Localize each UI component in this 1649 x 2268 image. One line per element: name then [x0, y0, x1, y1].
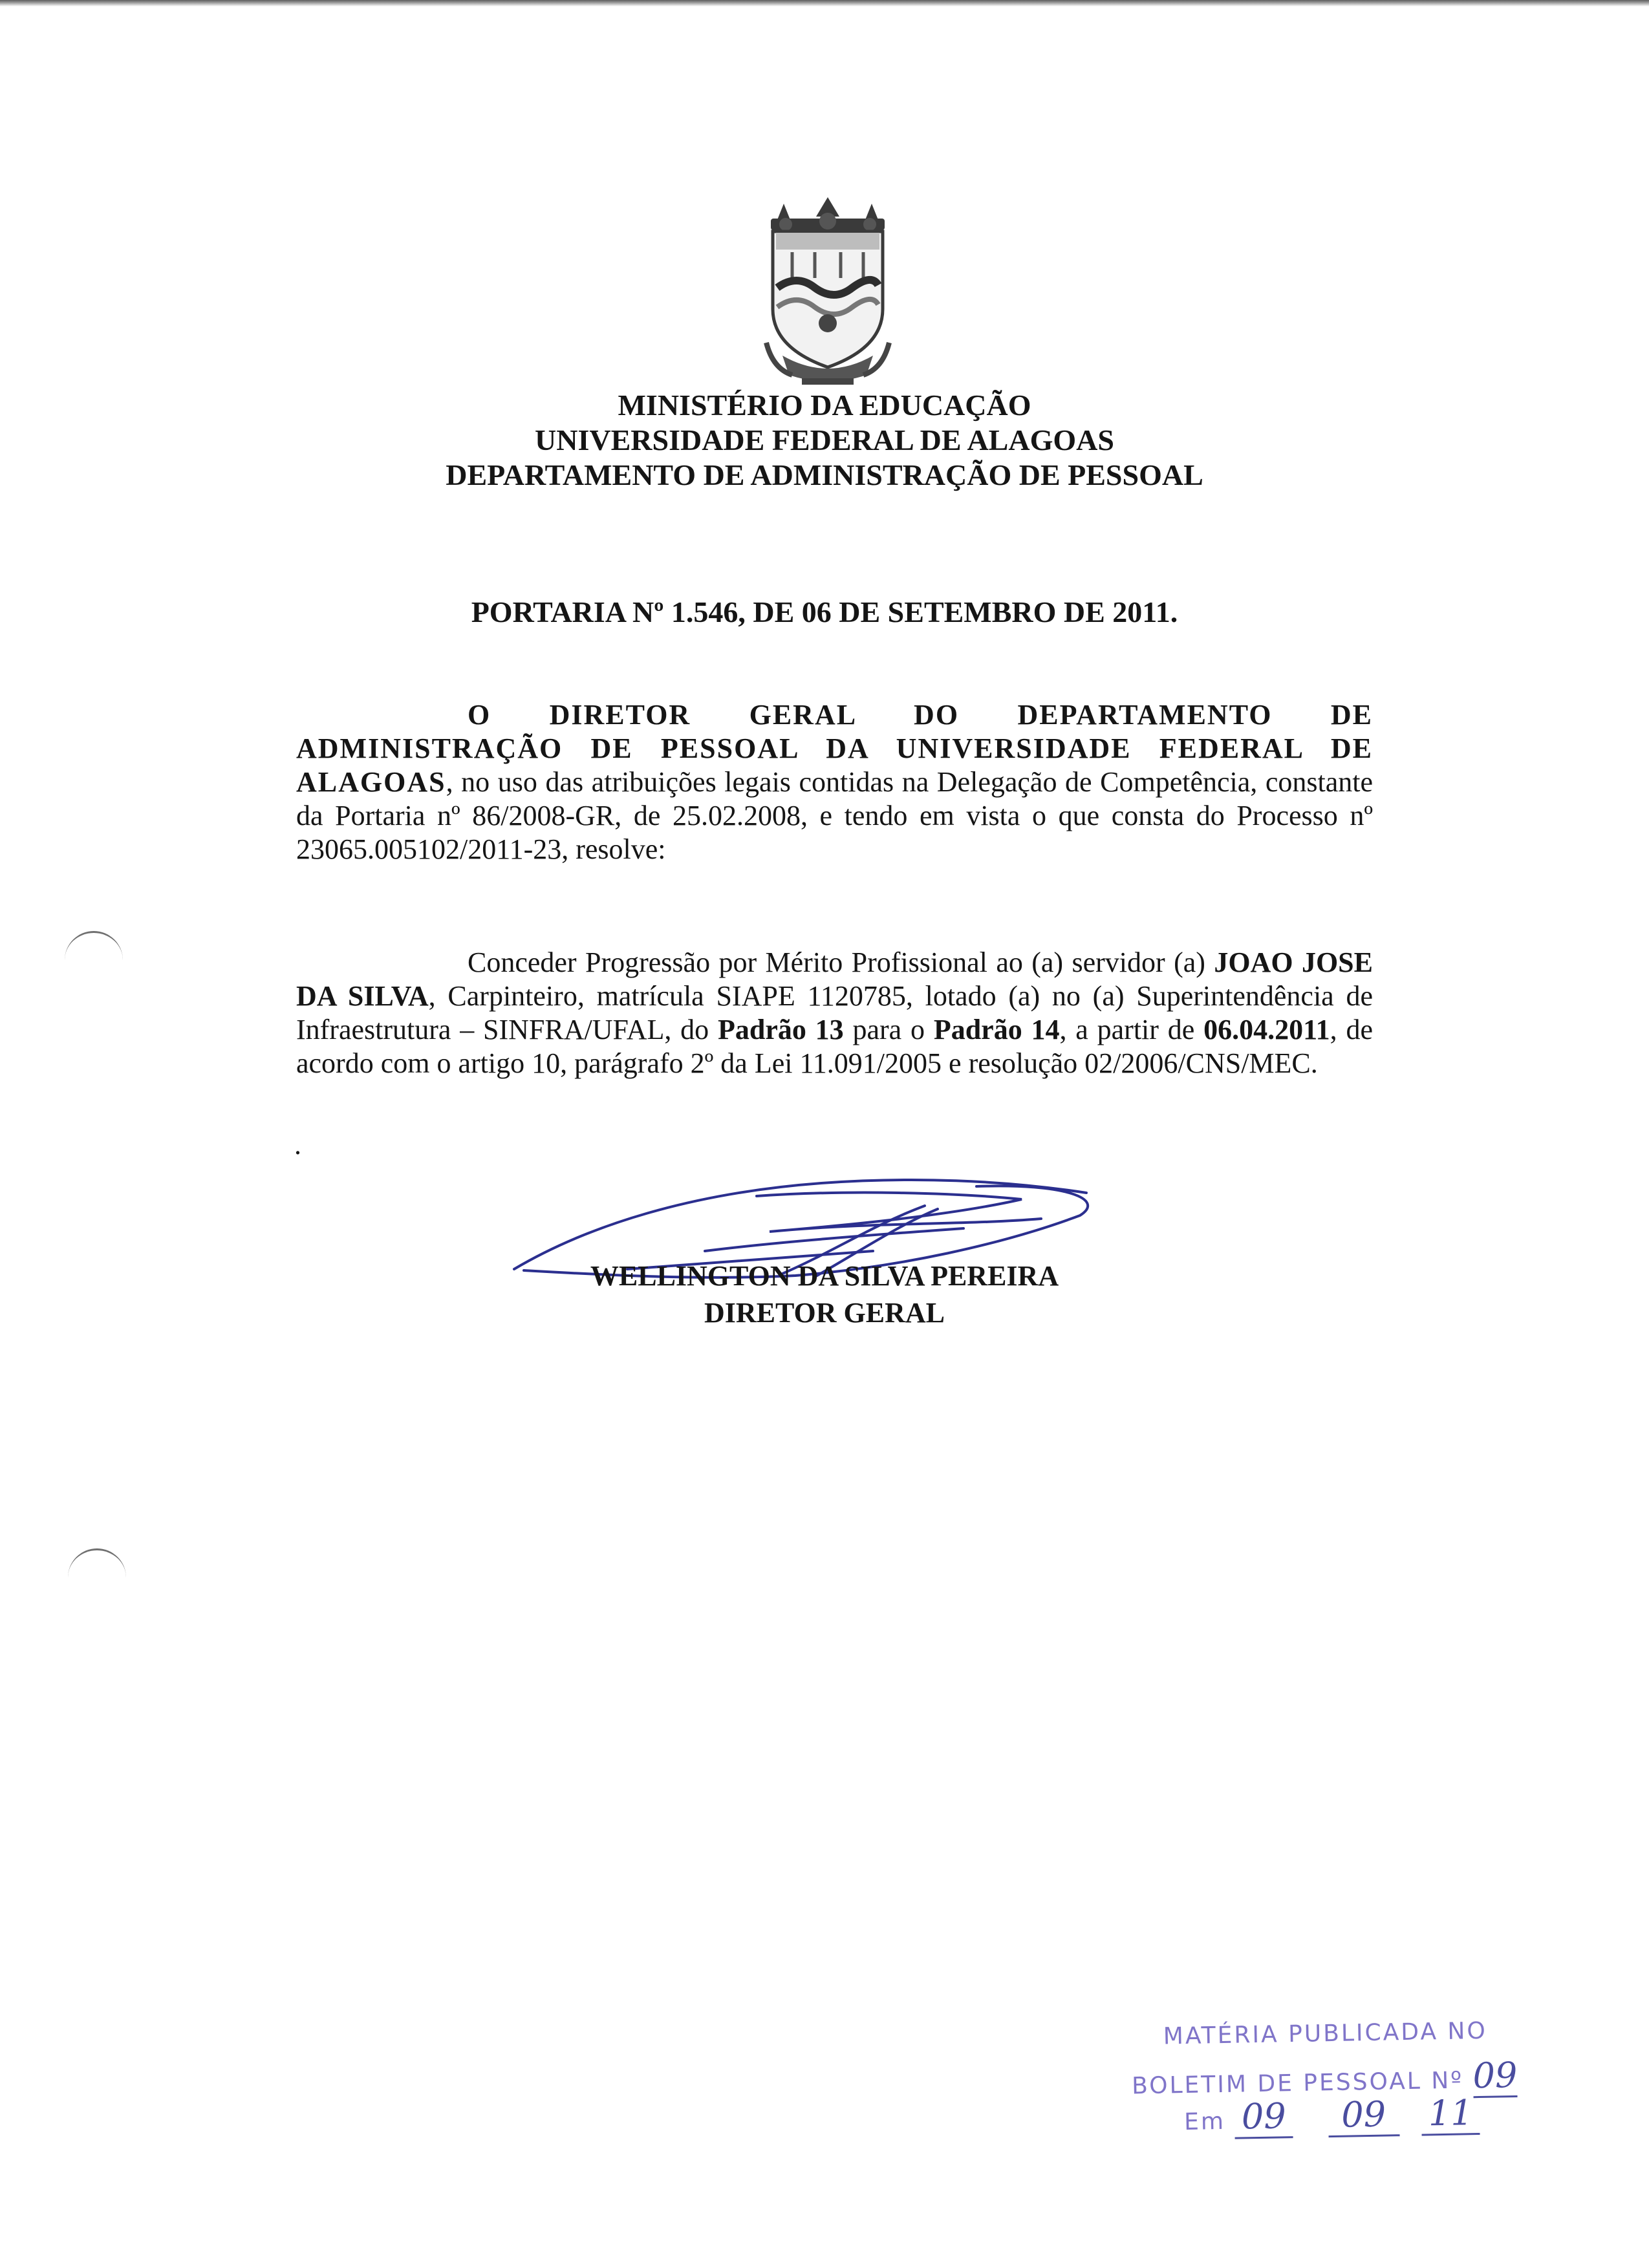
servant-name: JOAO JOSE DA SILVA [296, 947, 1373, 1012]
scan-edge [0, 0, 1649, 6]
from-level: Padrão 13 [718, 1014, 844, 1045]
stamp-year: 11 [1421, 2092, 1480, 2136]
stamp-day: 09 [1234, 2095, 1293, 2139]
signer-name: WELLINGTON DA SILVA PEREIRA [590, 1260, 1059, 1292]
to-level: Padrão 14 [933, 1014, 1060, 1045]
ministry-name: MINISTÉRIO DA EDUCAÇÃO [618, 389, 1031, 422]
effective-date: 06.04.2011 [1203, 1014, 1330, 1045]
publication-stamp [1124, 2017, 1540, 2140]
stray-dot: . [294, 1129, 301, 1161]
body-paragraph [296, 946, 1373, 1080]
punch-hole-mark [68, 1548, 126, 1589]
body-text: , de acordo com o artigo 10, parágrafo 2º da Lei 11.091/2005 e resolução 02/2006/CNS/MEC. [296, 1014, 1373, 1079]
institution-header [0, 388, 1649, 493]
department-name: DEPARTAMENTO DE ADMINISTRAÇÃO DE PESSOAL [446, 458, 1203, 491]
stamp-line1: MATÉRIA PUBLICADA NO [1163, 2017, 1488, 2050]
university-crest-icon [763, 181, 892, 394]
stamp-boletim-label: BOLETIM DE PESSOAL Nº [1131, 2067, 1464, 2100]
stamp-date-label: Em [1183, 2108, 1226, 2136]
preamble-bold: O DIRETOR GERAL DO DEPARTAMENTO DE ADMINISTRAÇÃO DE PESSOAL DA UNIVERSIDADE FEDERAL DE ALAGOAS [296, 699, 1373, 798]
body-text: para o [843, 1014, 934, 1045]
body-text: , Carpinteiro, matrícula SIAPE 1120785, lotado (a) no (a) Superintendência de Infraestrutura – SINFRA/UFAL, do [296, 980, 1373, 1045]
preamble-paragraph [296, 698, 1373, 866]
body-text: Conceder Progressão por Mérito Profissional ao (a) servidor (a) [468, 947, 1214, 978]
stamp-month: 09 [1328, 2093, 1399, 2137]
stamp-line3 [1183, 2092, 1480, 2140]
preamble-text: , no uso das atribuições legais contidas na Delegação de Competência, constante da Portaria nº 86/2008-GR, de 25.02.2008, e tendo em vista o que consta do Processo nº 23065.005102/2011-23, resolve: [296, 766, 1373, 865]
body-text: , a partir de [1059, 1014, 1204, 1045]
stamp-boletim-number: 09 [1472, 2055, 1518, 2098]
document-title: PORTARIA Nº 1.546, DE 06 DE SETEMBRO DE 2011. [471, 595, 1178, 628]
signer-role: DIRETOR GERAL [704, 1297, 945, 1329]
punch-hole-mark [65, 931, 123, 972]
university-name: UNIVERSIDADE FEDERAL DE ALAGOAS [535, 423, 1114, 456]
